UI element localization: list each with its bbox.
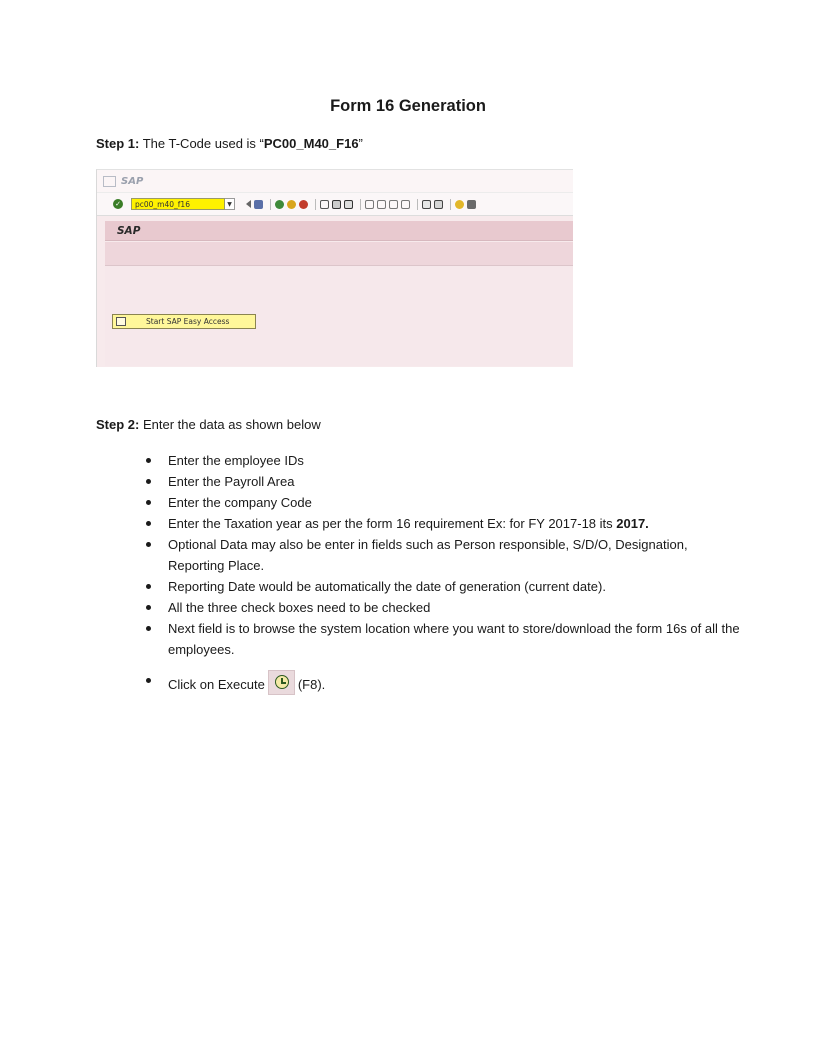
step1-tcode: PC00_M40_F16 xyxy=(263,136,359,151)
shortcut-icon[interactable] xyxy=(434,200,443,209)
list-item: Reporting Date would be automatically the date of generation (current date). xyxy=(146,576,746,597)
page-title: Form 16 Generation xyxy=(330,97,486,115)
step1-label: Step 1: xyxy=(96,136,140,151)
sap-screen-header: SAP xyxy=(105,221,573,241)
chevron-down-icon[interactable]: ▼ xyxy=(225,198,235,210)
list-item: Optional Data may also be enter in fields such as Person responsible, S/D/O, Designation, Reporting Place. xyxy=(146,534,746,576)
next-page-icon[interactable] xyxy=(389,200,398,209)
save-icon[interactable] xyxy=(254,200,263,209)
execute-text: Click on Execute xyxy=(168,677,265,692)
execute-shortcut: (F8). xyxy=(297,677,326,692)
last-page-icon[interactable] xyxy=(401,200,410,209)
step1-line xyxy=(96,136,363,151)
sap-title-bar xyxy=(97,170,573,192)
execute-icon xyxy=(268,670,295,695)
new-session-icon[interactable] xyxy=(422,200,431,209)
step1-quote-end: ” xyxy=(358,136,363,151)
list-item xyxy=(146,670,746,695)
enter-check-icon[interactable]: ✓ xyxy=(113,199,123,209)
step2-line xyxy=(96,417,321,432)
list-item: All the three check boxes need to be checked xyxy=(146,597,746,618)
list-item: Next field is to browse the system location where you want to store/download the form 16s of all the employees. xyxy=(146,618,746,660)
prev-page-icon[interactable] xyxy=(377,200,386,209)
step1-text: The T-Code used is “ xyxy=(139,136,264,151)
taxation-year-text: Enter the Taxation year as per the form 16 requirement Ex: for FY 2017-18 its xyxy=(168,516,617,531)
easy-access-icon xyxy=(116,317,126,326)
sap-window-title: SAP xyxy=(121,175,144,187)
find-next-icon[interactable] xyxy=(344,200,353,209)
cancel-icon[interactable] xyxy=(299,200,308,209)
first-page-icon[interactable] xyxy=(365,200,374,209)
list-item: Enter the Payroll Area xyxy=(146,471,746,492)
layout-icon[interactable] xyxy=(467,200,476,209)
start-easy-access-label: Start SAP Easy Access xyxy=(146,317,230,326)
list-item: Enter the company Code xyxy=(146,492,746,513)
exit-icon[interactable] xyxy=(287,200,296,209)
taxation-year-bold: 2017. xyxy=(616,516,649,531)
help-icon[interactable] xyxy=(455,200,464,209)
print-icon[interactable] xyxy=(320,200,329,209)
start-easy-access-button[interactable] xyxy=(112,314,256,329)
sap-screenshot xyxy=(96,169,573,367)
instruction-list xyxy=(146,450,746,695)
tcode-input[interactable]: pc00_m40_f16 xyxy=(131,198,225,210)
sap-toolbar xyxy=(97,192,573,216)
back-icon[interactable] xyxy=(241,200,251,208)
step2-label: Step 2: xyxy=(96,417,140,432)
list-item: Enter the employee IDs xyxy=(146,450,746,471)
list-item xyxy=(146,513,746,534)
sap-window-icon xyxy=(103,176,116,187)
back-green-icon[interactable] xyxy=(275,200,284,209)
step2-text: Enter the data as shown below xyxy=(139,417,321,432)
find-icon[interactable] xyxy=(332,200,341,209)
sap-app-toolbar xyxy=(105,242,573,266)
